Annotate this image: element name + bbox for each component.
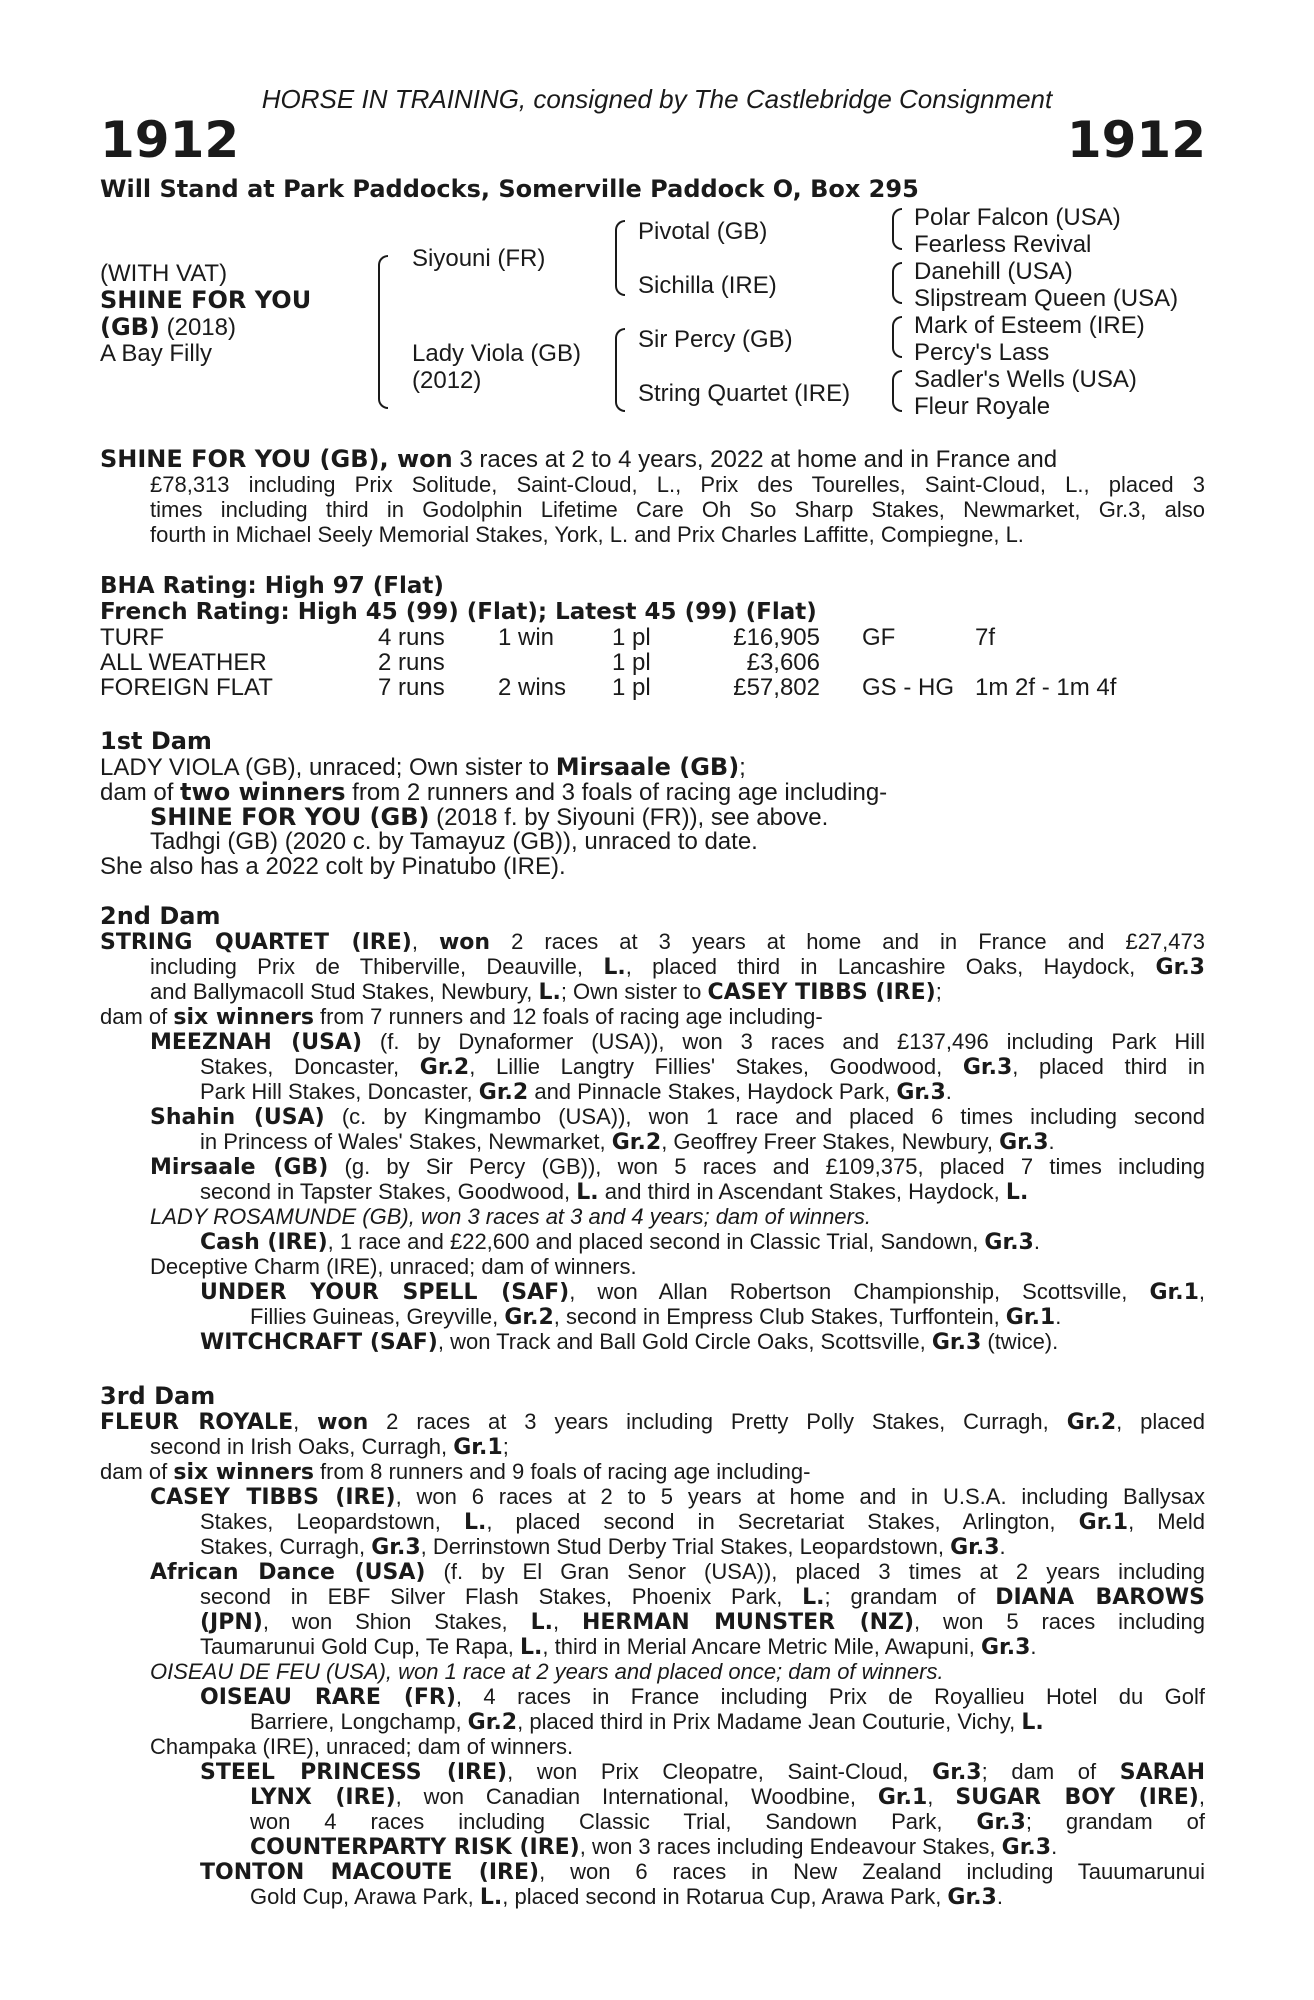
dam3-line: TONTON MACOUTE (IRE), won 6 races in New Zealand including Tauumarunui [200, 1859, 1205, 1885]
first-dam-line-3 [150, 804, 828, 831]
dam3-line: OISEAU RARE (FR), 4 races in France including Prix de Royallieu Hotel du Golf [200, 1684, 1205, 1710]
ped-ddd: Fleur Royale [914, 393, 1051, 420]
rating-cell-pl: 1 pl [612, 649, 651, 676]
first-dam-text: LADY VIOLA (GB), unraced; Own sister to [100, 754, 556, 781]
pedigree-brace-sire [615, 220, 625, 296]
dam3-line: OISEAU DE FEU (USA), won 1 race at 2 years and placed once; dam of winners. [150, 1659, 944, 1684]
horse-origin: (GB) [100, 313, 160, 341]
rating-cell-dist: 7f [975, 624, 996, 651]
rating-cell-earn: £3,606 [746, 649, 820, 676]
dam2-line: Park Hill Stakes, Doncaster, Gr.2 and Pinnacle Stakes, Haydock Park, Gr.3. [200, 1079, 952, 1105]
dam2-line: in Princess of Wales' Stakes, Newmarket, Gr.2, Geoffrey Freer Stakes, Newbury, Gr.3. [200, 1129, 1055, 1155]
first-dam-produce-name: SHINE FOR YOU (GB) [150, 803, 430, 831]
sire-of-dam: Sir Percy (GB) [638, 326, 793, 353]
dam2-line: including Prix de Thiberville, Deauville, L., placed third in Lancashire Oaks, Haydock, Gr.3 [150, 954, 1205, 980]
second-dam-heading: 2nd Dam [100, 902, 221, 930]
pedigree-brace-dd [892, 370, 902, 412]
dam2-line: Mirsaale (GB) (g. by Sir Percy (GB)), won 5 races and £109,375, placed 7 times including [150, 1154, 1205, 1180]
rating-cell-pl: 1 pl [612, 674, 651, 701]
dam2-line: Deceptive Charm (IRE), unraced; dam of winners. [150, 1254, 637, 1279]
rating-cell-going: GF [862, 624, 896, 651]
dam-year: (2012) [412, 367, 482, 394]
horse-foaled [100, 313, 236, 342]
sire-of-sire: Pivotal (GB) [638, 218, 768, 245]
pedigree-brace-ss [892, 208, 902, 250]
rating-cell-runs: 4 runs [378, 624, 445, 651]
dam2-line: Stakes, Doncaster, Gr.2, Lillie Langtry Fillies' Stakes, Goodwood, Gr.3, placed third in [200, 1054, 1206, 1080]
rating-cell-runs: 2 runs [378, 649, 445, 676]
dam2-line: and Ballymacoll Stud Stakes, Newbury, L.; Own sister to CASEY TIBBS (IRE); [150, 979, 942, 1005]
ped-sss: Polar Falcon (USA) [914, 204, 1121, 231]
dam3-line: African Dance (USA) (f. by El Gran Senor (USA)), placed 3 times at 2 years including [150, 1559, 1205, 1585]
rating-cell-wins: 2 wins [498, 674, 567, 701]
lot-number-left: 1912 [100, 111, 240, 169]
rating-cell-type: FOREIGN FLAT [100, 674, 273, 701]
summary-text-2: £78,313 including Prix Solitude, Saint-Cloud, L., Prix des Tourelles, Saint-Cloud, L., placed 3 [150, 472, 1205, 497]
first-dam-punct: ; [739, 754, 746, 781]
first-dam-sister: Mirsaale (GB) [555, 753, 740, 781]
dam2-line: UNDER YOUR SPELL (SAF), won Allan Robertson Championship, Scottsville, Gr.1, [200, 1279, 1205, 1305]
dam2-line: dam of six winners from 7 runners and 12 foals of racing age including- [100, 1004, 823, 1030]
rating-cell-runs: 7 runs [378, 674, 445, 701]
rating-cell-dist: 1m 2f - 1m 4f [975, 674, 1117, 701]
pedigree-brace-ds [892, 316, 902, 358]
first-dam-text: from 2 runners and 3 foals of racing age including- [345, 779, 888, 806]
ped-dds: Sadler's Wells (USA) [914, 366, 1137, 393]
dam3-line: dam of six winners from 8 runners and 9 foals of racing age including- [100, 1459, 811, 1485]
consignor-banner: HORSE IN TRAINING, consigned by The Castlebridge Consignment [261, 84, 1053, 114]
ped-sds: Danehill (USA) [914, 258, 1073, 285]
dam3-line: (JPN), won Shion Stakes, L., HERMAN MUNSTER (NZ), won 5 races including [200, 1609, 1205, 1635]
rating-cell-type: TURF [100, 624, 164, 651]
dam3-line: COUNTERPARTY RISK (IRE), won 3 races including Endeavour Stakes, Gr.3. [250, 1834, 1058, 1860]
horse-name: SHINE FOR YOU [100, 286, 312, 314]
dam2-line: MEEZNAH (USA) (f. by Dynaformer (USA)), won 3 races and £137,496 including Park Hill [150, 1029, 1205, 1055]
ped-ssd: Fearless Revival [914, 231, 1092, 258]
dam3-line: Stakes, Curragh, Gr.3, Derrinstown Stud Derby Trial Stakes, Leopardstown, Gr.3. [200, 1534, 1006, 1560]
dam2-line: STRING QUARTET (IRE), won 2 races at 3 years at home and in France and £27,473 [100, 929, 1205, 955]
first-dam-text: dam of [100, 779, 181, 806]
dam3-line: FLEUR ROYALE, won 2 races at 3 years including Pretty Polly Stakes, Curragh, Gr.2, placed [100, 1409, 1205, 1435]
ped-sdd: Slipstream Queen (USA) [914, 285, 1179, 312]
dam3-line: Stakes, Leopardstown, L., placed second in Secretariat Stakes, Arlington, Gr.1, Meld [200, 1509, 1205, 1535]
rating-cell-earn: £16,905 [733, 624, 820, 651]
dam3-line: Gold Cup, Arawa Park, L., placed second in Rotarua Cup, Arawa Park, Gr.3. [250, 1884, 1003, 1910]
ped-dss: Mark of Esteem (IRE) [914, 312, 1145, 339]
dam3-line: won 4 races including Classic Trial, Sandown Park, Gr.3; grandam of [250, 1809, 1205, 1835]
horse-year: (2018) [159, 314, 236, 341]
first-dam-line-5: She also has a 2022 colt by Pinatubo (IRE). [100, 853, 566, 880]
dam-of-dam: String Quartet (IRE) [638, 380, 851, 407]
dam: Lady Viola (GB) [412, 340, 581, 367]
dam2-line: Fillies Guineas, Greyville, Gr.2, second in Empress Club Stakes, Turffontein, Gr.1. [250, 1304, 1062, 1330]
dam-of-sire: Sichilla (IRE) [638, 272, 777, 299]
vat-note: (WITH VAT) [100, 260, 228, 287]
third-dam-heading: 3rd Dam [100, 1382, 216, 1410]
dam3-line: Taumarunui Gold Cup, Te Rapa, L., third in Merial Ancare Metric Mile, Awapuni, Gr.3. [200, 1634, 1037, 1660]
first-dam-winners: two winners [180, 778, 346, 806]
dam2-line: second in Tapster Stakes, Goodwood, L. and third in Ascendant Stakes, Haydock, L. [200, 1179, 1029, 1205]
dam2-line: LADY ROSAMUNDE (GB), won 3 races at 3 and 4 years; dam of winners. [150, 1204, 871, 1229]
pedigree-brace-main [378, 255, 388, 409]
rating-cell-wins: 1 win [498, 624, 555, 651]
ped-dsd: Percy's Lass [914, 339, 1050, 366]
first-dam-heading: 1st Dam [100, 727, 212, 755]
summary-text-1: 3 races at 2 to 4 years, 2022 at home and in France and [452, 446, 1058, 473]
stabling-info: Will Stand at Park Paddocks, Somerville Paddock O, Box 295 [100, 175, 919, 203]
pedigree-brace-sd [892, 262, 902, 304]
rating-cell-pl: 1 pl [612, 624, 651, 651]
dam3-line: Champaka (IRE), unraced; dam of winners. [150, 1734, 574, 1759]
first-dam-line-1 [100, 754, 746, 781]
first-dam-text: (2018 f. by Siyouni (FR)), see above. [429, 804, 829, 831]
sire: Siyouni (FR) [412, 245, 546, 272]
dam3-line: LYNX (IRE), won Canadian International, Woodbine, Gr.1, SUGAR BOY (IRE), [250, 1784, 1205, 1810]
dam3-line: Barriere, Longchamp, Gr.2, placed third in Prix Madame Jean Couturie, Vichy, L. [250, 1709, 1044, 1735]
bha-rating: BHA Rating: High 97 (Flat) [100, 573, 444, 599]
french-rating: French Rating: High 45 (99) (Flat); Latest 45 (99) (Flat) [100, 599, 817, 625]
first-dam-line-2 [100, 779, 887, 806]
dam2-line: Shahin (USA) (c. by Kingmambo (USA)), won 1 race and placed 6 times including second [150, 1104, 1205, 1130]
lot-number-right: 1912 [1066, 111, 1206, 169]
dam3-line: STEEL PRINCESS (IRE), won Prix Cleopatre, Saint-Cloud, Gr.3; dam of SARAH [200, 1759, 1206, 1785]
rating-cell-type: ALL WEATHER [100, 649, 267, 676]
horse-description: A Bay Filly [100, 340, 213, 367]
rating-cell-earn: £57,802 [733, 674, 820, 701]
first-dam-line-4: Tadhgi (GB) (2020 c. by Tamayuz (GB)), unraced to date. [150, 828, 758, 855]
summary-horse-name: SHINE FOR YOU (GB), won [100, 445, 453, 473]
summary-text-4: fourth in Michael Seely Memorial Stakes, York, L. and Prix Charles Laffitte, Compiegne, L. [150, 522, 1024, 547]
summary-text-3: times including third in Godolphin Lifetime Care Oh So Sharp Stakes, Newmarket, Gr.3, also [150, 497, 1205, 522]
dam3-line: second in Irish Oaks, Curragh, Gr.1; [150, 1434, 509, 1460]
dam3-line: second in EBF Silver Flash Stakes, Phoenix Park, L.; grandam of DIANA BAROWS [200, 1584, 1205, 1610]
rating-cell-going: GS - HG [862, 674, 955, 701]
pedigree-brace-dam [615, 328, 625, 412]
dam2-line: WITCHCRAFT (SAF), won Track and Ball Gold Circle Oaks, Scottsville, Gr.3 (twice). [200, 1329, 1059, 1355]
dam2-line: Cash (IRE), 1 race and £22,600 and placed second in Classic Trial, Sandown, Gr.3. [200, 1229, 1040, 1255]
dam3-line: CASEY TIBBS (IRE), won 6 races at 2 to 5 years at home and in U.S.A. including Ballysax [150, 1484, 1205, 1510]
